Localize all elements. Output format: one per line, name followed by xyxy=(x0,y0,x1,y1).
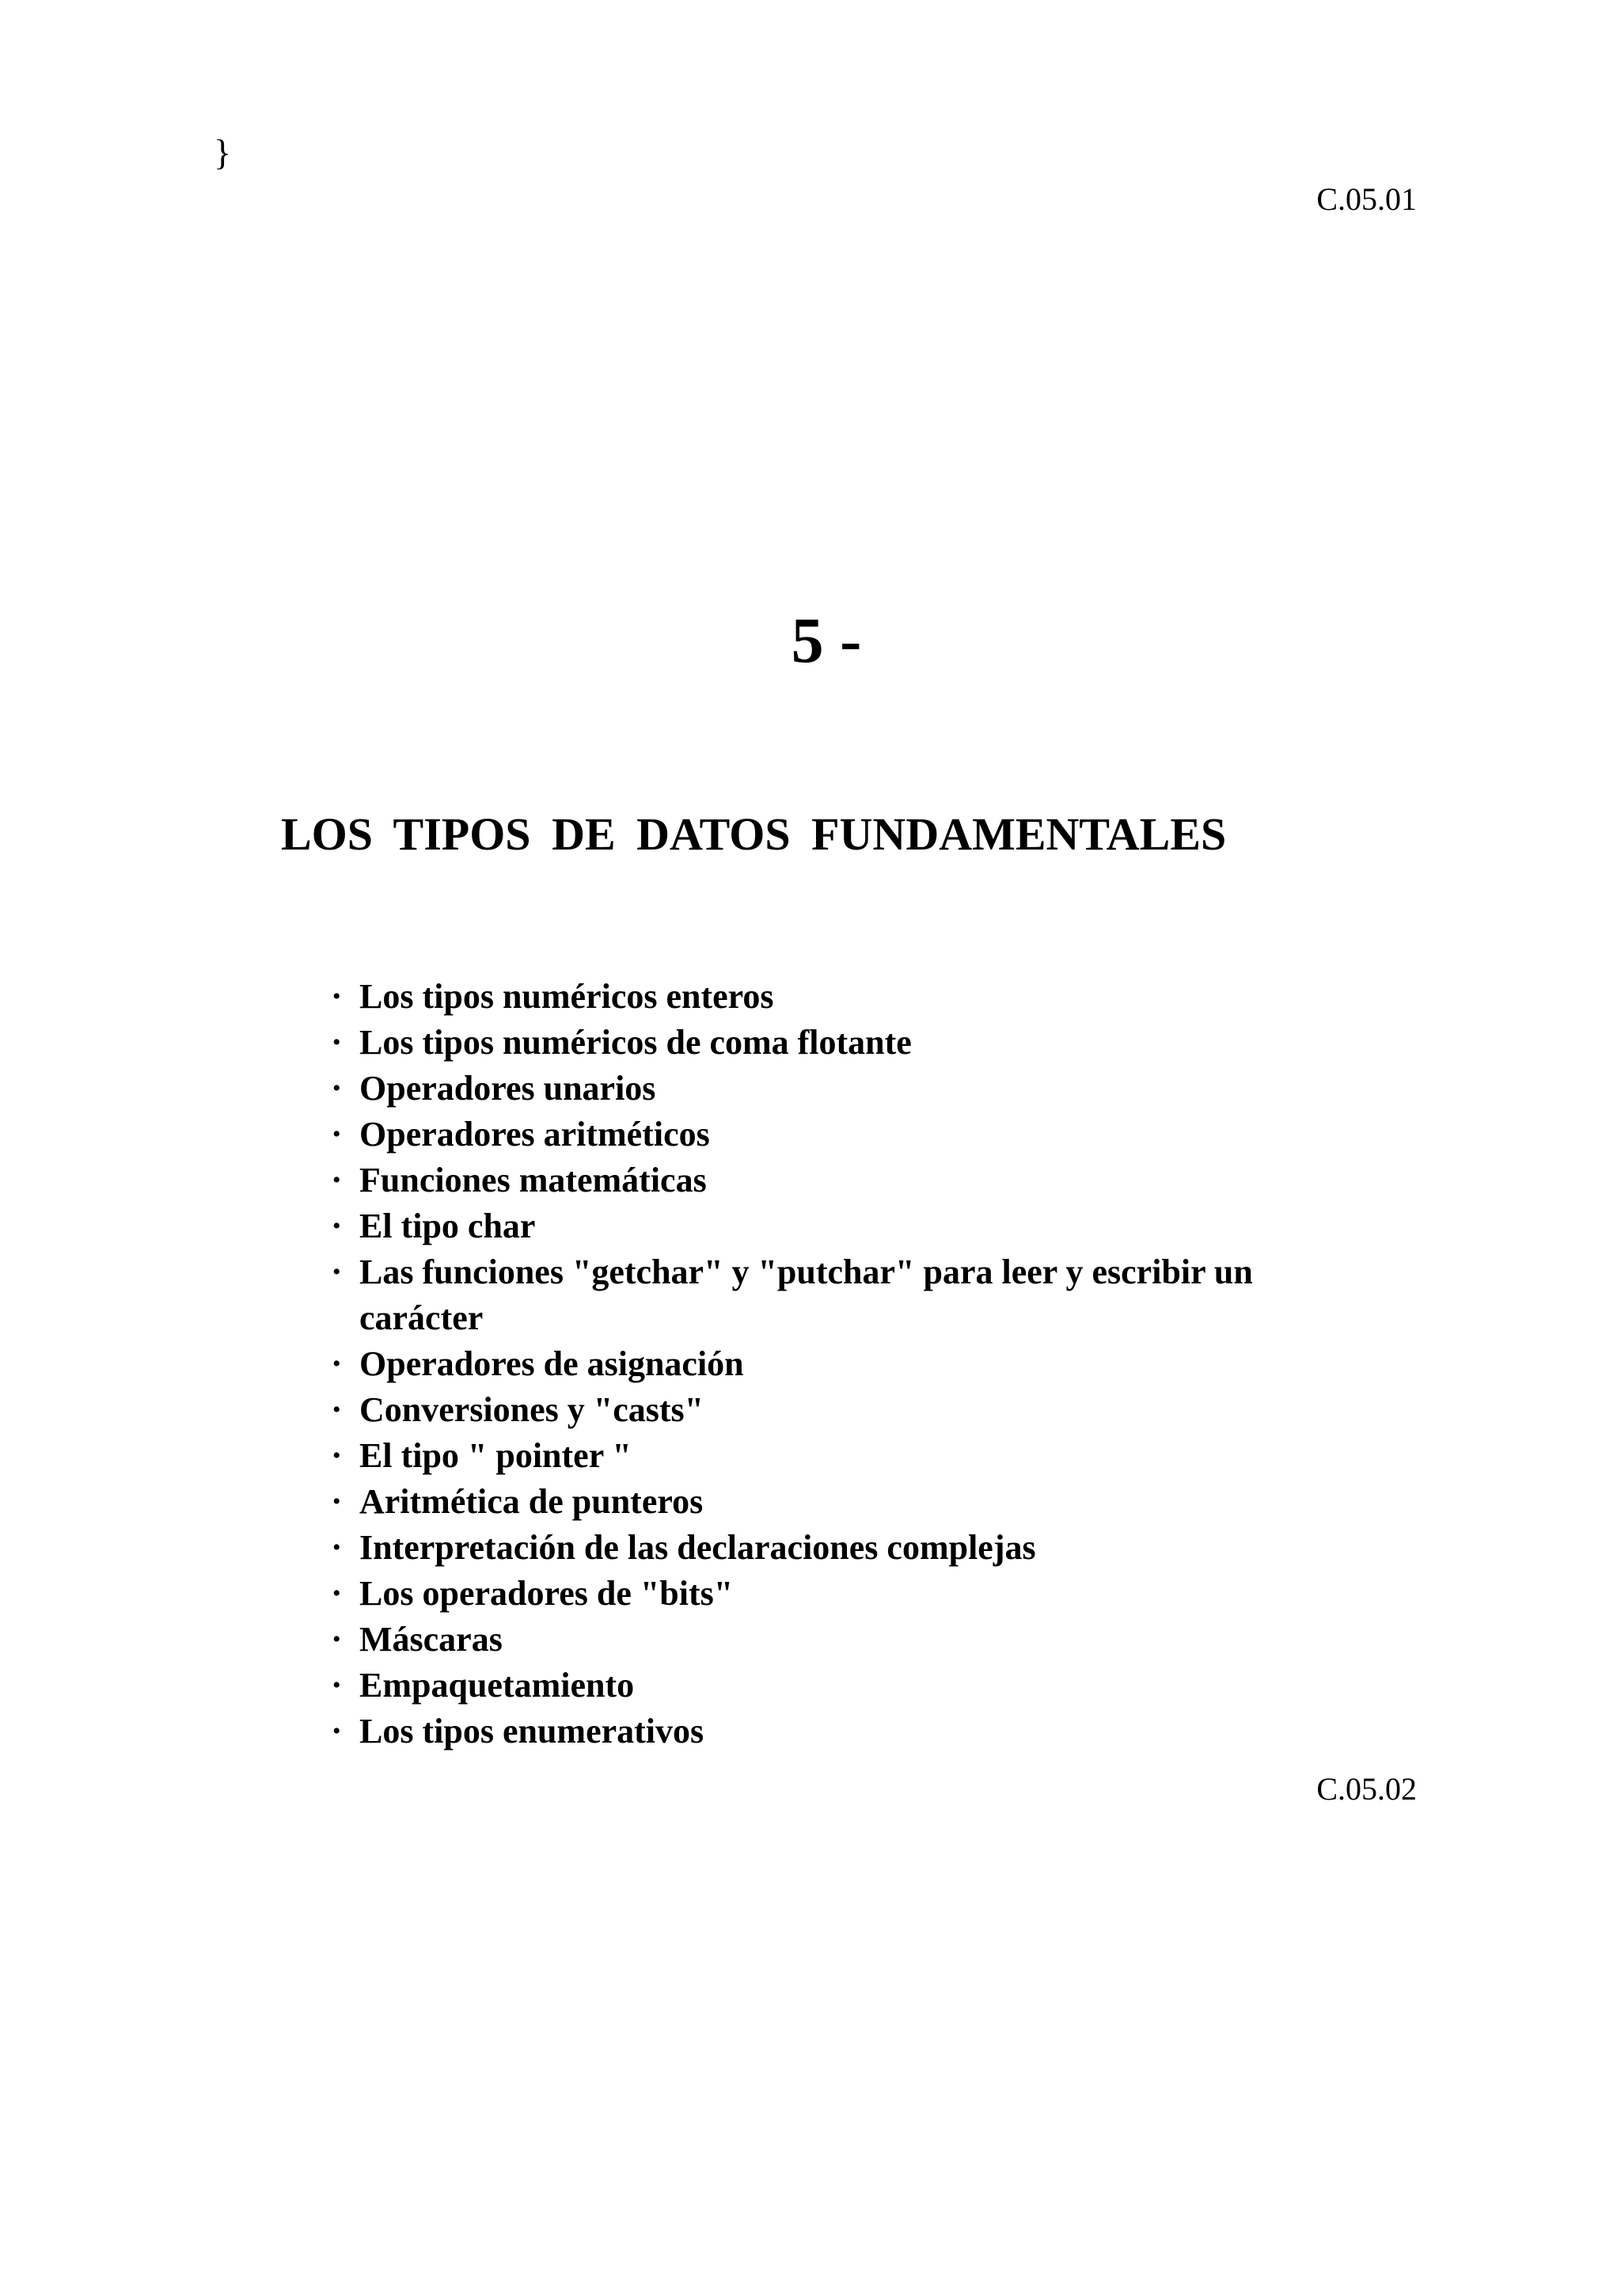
code-closing-brace: } xyxy=(214,132,232,173)
chapter-title: LOS TIPOS DE DATOS FUNDAMENTALES xyxy=(281,808,1227,860)
topic-item xyxy=(332,1158,1377,1203)
bullet-icon: • xyxy=(332,1121,341,1147)
topic-item xyxy=(332,974,1377,1020)
bullet-icon: • xyxy=(332,1672,341,1698)
bullet-icon: • xyxy=(332,1580,341,1606)
topic-label: Aritmética de punteros xyxy=(359,1482,704,1521)
topic-item xyxy=(332,1663,1377,1709)
bullet-icon: • xyxy=(332,1488,341,1515)
topic-item xyxy=(332,1020,1377,1066)
page-code-top: C.05.01 xyxy=(1316,181,1417,217)
topic-label: Conversiones y "casts" xyxy=(359,1390,704,1429)
topic-item xyxy=(332,1249,1377,1341)
topic-label: Empaquetamiento xyxy=(359,1666,635,1705)
bullet-icon: • xyxy=(332,1534,341,1560)
topic-item xyxy=(332,1341,1377,1387)
topic-item xyxy=(332,1525,1377,1571)
chapter-number: 5 - xyxy=(791,604,862,676)
bullet-icon: • xyxy=(332,1029,341,1055)
bullet-icon: • xyxy=(332,1167,341,1193)
topic-item xyxy=(332,1617,1377,1663)
topic-label: Los tipos numéricos de coma flotante xyxy=(359,1023,912,1062)
topic-label: Interpretación de las declaraciones complejas xyxy=(359,1528,1036,1567)
topic-item xyxy=(332,1479,1377,1525)
bullet-icon: • xyxy=(332,1259,341,1285)
bullet-icon: • xyxy=(332,1397,341,1423)
topic-label: Operadores de asignación xyxy=(359,1344,744,1383)
topic-label: Funciones matemáticas xyxy=(359,1161,707,1199)
topic-label: Los operadores de "bits" xyxy=(359,1574,734,1613)
bullet-icon: • xyxy=(332,1351,341,1377)
topic-item xyxy=(332,1387,1377,1433)
bullet-icon: • xyxy=(332,1075,341,1101)
topic-label: Las funciones "getchar" y "putchar" para leer y escribir un carácter xyxy=(359,1253,1253,1337)
topic-item xyxy=(332,1571,1377,1617)
topic-list xyxy=(332,974,1377,1754)
topic-label: Los tipos enumerativos xyxy=(359,1712,704,1751)
bullet-icon: • xyxy=(332,1213,341,1239)
topic-item xyxy=(332,1709,1377,1754)
topic-item xyxy=(332,1112,1377,1158)
topic-item xyxy=(332,1433,1377,1479)
page-code-bottom: C.05.02 xyxy=(1316,1771,1417,1807)
topic-label: El tipo " pointer " xyxy=(359,1436,632,1475)
bullet-icon: • xyxy=(332,983,341,1009)
topic-item xyxy=(332,1066,1377,1112)
topic-label: Operadores aritméticos xyxy=(359,1115,710,1154)
topic-label: Los tipos numéricos enteros xyxy=(359,977,774,1016)
bullet-icon: • xyxy=(332,1443,341,1469)
bullet-icon: • xyxy=(332,1626,341,1652)
topic-item xyxy=(332,1203,1377,1249)
topic-label: El tipo char xyxy=(359,1207,536,1245)
bullet-icon: • xyxy=(332,1718,341,1744)
topic-label: Máscaras xyxy=(359,1620,503,1659)
topic-label: Operadores unarios xyxy=(359,1069,656,1108)
